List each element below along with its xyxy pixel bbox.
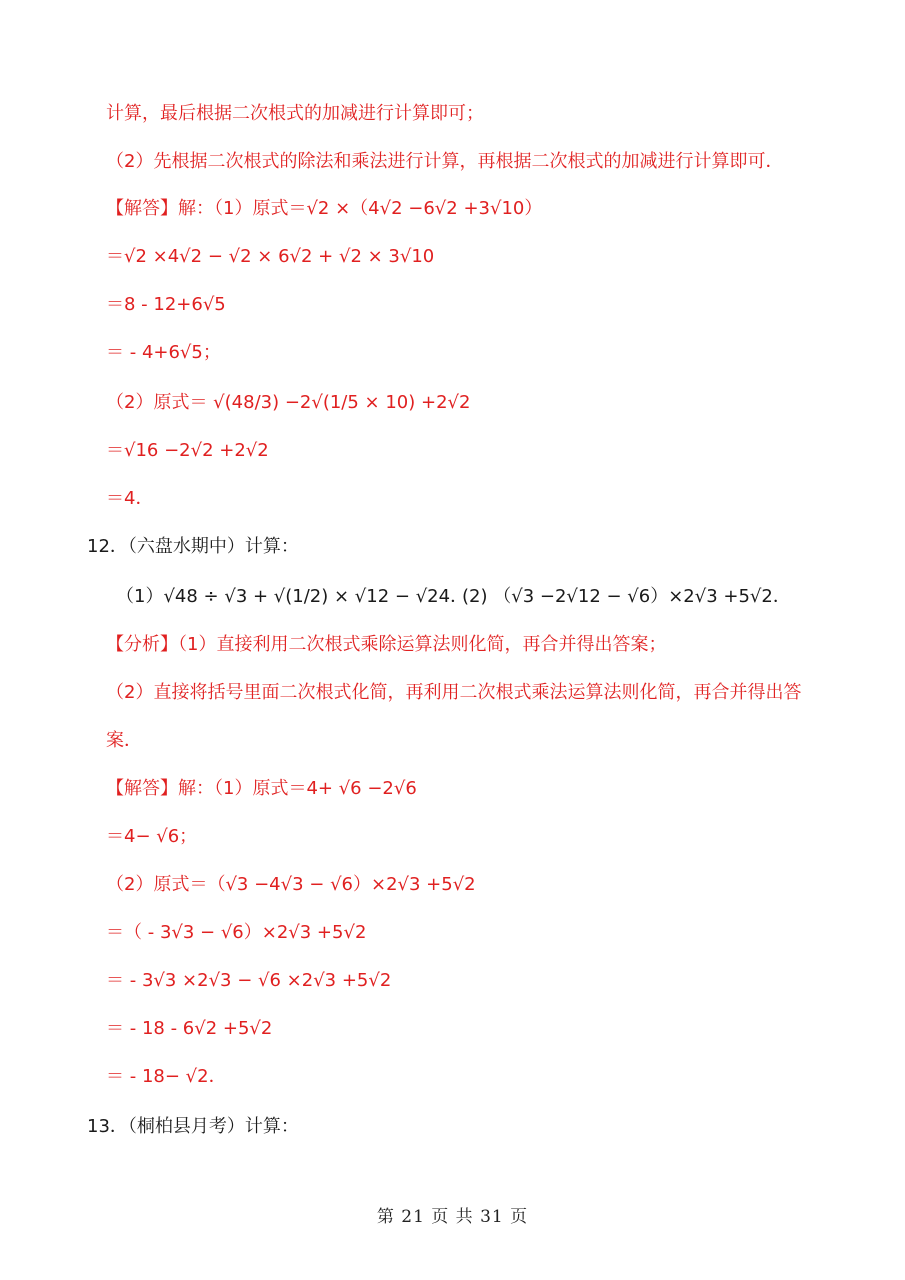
analysis-line: （2）直接将括号里面二次根式化简，再利用二次根式乘法运算法则化简，再合并得出答	[106, 682, 802, 703]
problem-13-title: 13．（桐柏县月考）计算：	[87, 1116, 299, 1137]
solution-line: （2）原式＝（√3 −4√3 − √6）×2√3 +5√2	[106, 874, 476, 895]
solution-line: ＝ - 18 - 6√2 +5√2	[106, 1018, 273, 1039]
solution-line: ＝8 - 12+6√5	[106, 294, 226, 315]
solution-line: 【解答】解：（1）原式＝4+ √6 −2√6	[106, 778, 417, 799]
solution-line: ＝ - 4+6√5；	[106, 342, 221, 363]
page-footer: 第 21 页 共 31 页	[376, 1207, 529, 1227]
solution-line: ＝4− √6；	[106, 826, 198, 847]
problem-12-title: 12．（六盘水期中）计算：	[87, 536, 299, 557]
solution-line: （2）原式＝ √(48/3) −2√(1/5 × 10) +2√2	[106, 392, 471, 413]
problem-12-part1: （1）√48 ÷ √3 + √(1/2) × √12 − √24．	[116, 586, 469, 607]
solution-line: （2）先根据二次根式的除法和乘法进行计算，再根据二次根式的加减进行计算即可．	[106, 151, 784, 172]
analysis-line: 【分析】（1）直接利用二次根式乘除运算法则化简，再合并得出答案；	[106, 634, 667, 655]
solution-line: ＝4．	[106, 488, 154, 509]
solution-line: ＝ - 3√3 ×2√3 − √6 ×2√3 +5√2	[106, 970, 392, 991]
analysis-line: 案．	[106, 730, 142, 751]
solution-line: ＝√16 −2√2 +2√2	[106, 440, 269, 461]
problem-12-part2: (2) （√3 −2√12 − √6）×2√3 +5√2．	[462, 586, 791, 607]
solution-line: ＝√2 ×4√2 − √2 × 6√2 + √2 × 3√10	[106, 246, 435, 267]
solution-line: 【解答】解：（1）原式＝√2 ×（4√2 −6√2 +3√10）	[106, 198, 543, 219]
solution-line: 计算，最后根据二次根式的加减进行计算即可；	[106, 103, 484, 124]
solution-line: ＝ - 18− √2．	[106, 1066, 227, 1087]
solution-line: ＝（ - 3√3 − √6）×2√3 +5√2	[106, 922, 367, 943]
